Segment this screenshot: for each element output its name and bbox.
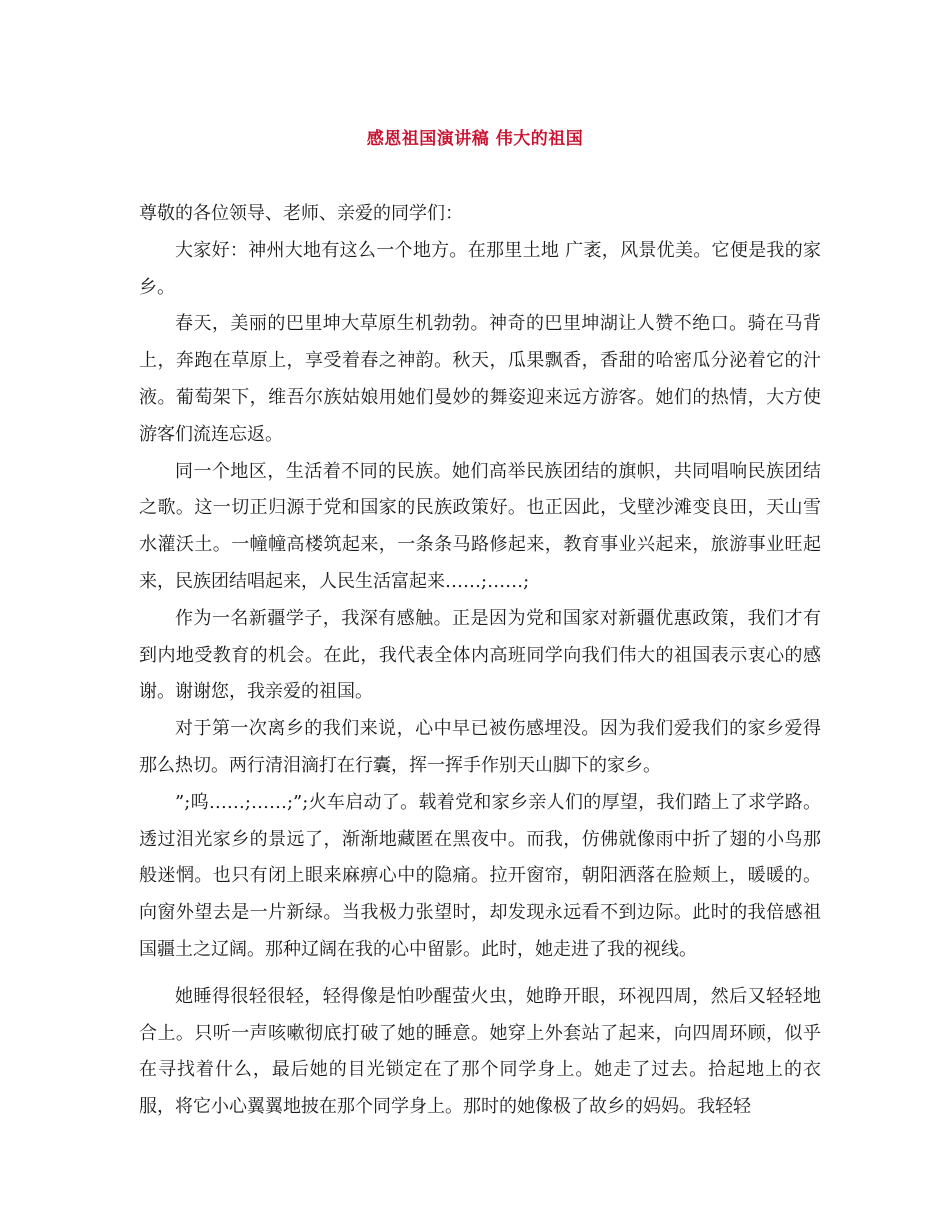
paragraph-2: 春天，美丽的巴里坤大草原生机勃勃。神奇的巴里坤湖让人赞不绝口。骑在马背上，奔跑在草原上，享受着春之神韵。秋天，瓜果飘香，香甜的哈密瓜分泌着它的汁液。葡萄架下，维吾尔族姑娘用她们曼妙的舞姿迎来远方游客。她们的热情，大方使游客们流连忘返。 [139, 313, 821, 445]
document-body [139, 196, 821, 1126]
paragraph-1: 大家好：神州大地有这么一个地方。在那里土地 广袤，风景优美。它便是我的家乡。 [139, 239, 821, 298]
paragraph-6: ”;呜……;……;”;火车启动了。载着党和家乡亲人们的厚望，我们踏上了求学路。透过泪光家乡的景远了，渐渐地藏匿在黑夜中。而我，仿佛就像雨中折了翅的小鸟那般迷惘。也只有闭上眼来麻痹心中的隐痛。拉开窗帘，朝阳洒落在脸颊上，暖暖的。向窗外望去是一片新绿。当我极力张望时，却发现永远看不到边际。此时的我倍感祖国疆土之辽阔。那种辽阔在我的心中留影。此时，她走进了我的视线。 [139, 791, 821, 960]
document-title: 感恩祖国演讲稿 伟大的祖国 [366, 129, 584, 149]
paragraph-5: 对于第一次离乡的我们来说，心中早已被伤感埋没。因为我们爱我们的家乡爱得那么热切。两行清泪滴打在行囊，挥一挥手作别天山脚下的家乡。 [139, 718, 821, 776]
paragraph-4: 作为一名新疆学子，我深有感触。正是因为党和国家对新疆优惠政策，我们才有到内地受教育的机会。在此，我代表全体内高班同学向我们伟大的祖国表示衷心的感谢。谢谢您，我亲爱的祖国。 [139, 607, 821, 703]
paragraph-7: 她睡得很轻很轻，轻得像是怕吵醒萤火虫，她睁开眼，环视四周，然后又轻轻地合上。只听一声咳嗽彻底打破了她的睡意。她穿上外套站了起来，向四周环顾，似乎在寻找着什么，最后她的目光锁定在了那个同学身上。她走了过去。拾起地上的衣服，将它小心翼翼地披在那个同学身上。那时的她像极了故乡的妈妈。我轻轻 [139, 985, 821, 1118]
salutation: 尊敬的各位领导、老师、亲爱的同学们： [139, 203, 463, 224]
paragraph-3: 同一个地区，生活着不同的民族。她们高举民族团结的旗帜，共同唱响民族团结之歌。这一切正归源于党和国家的民族政策好。也正因此，戈壁沙滩变良田，天山雪水灌沃土。一幢幢高楼筑起来，一条条马路修起来，教育事业兴起来，旅游事业旺起来，民族团结唱起来，人民生活富起来……;……; [139, 460, 821, 592]
